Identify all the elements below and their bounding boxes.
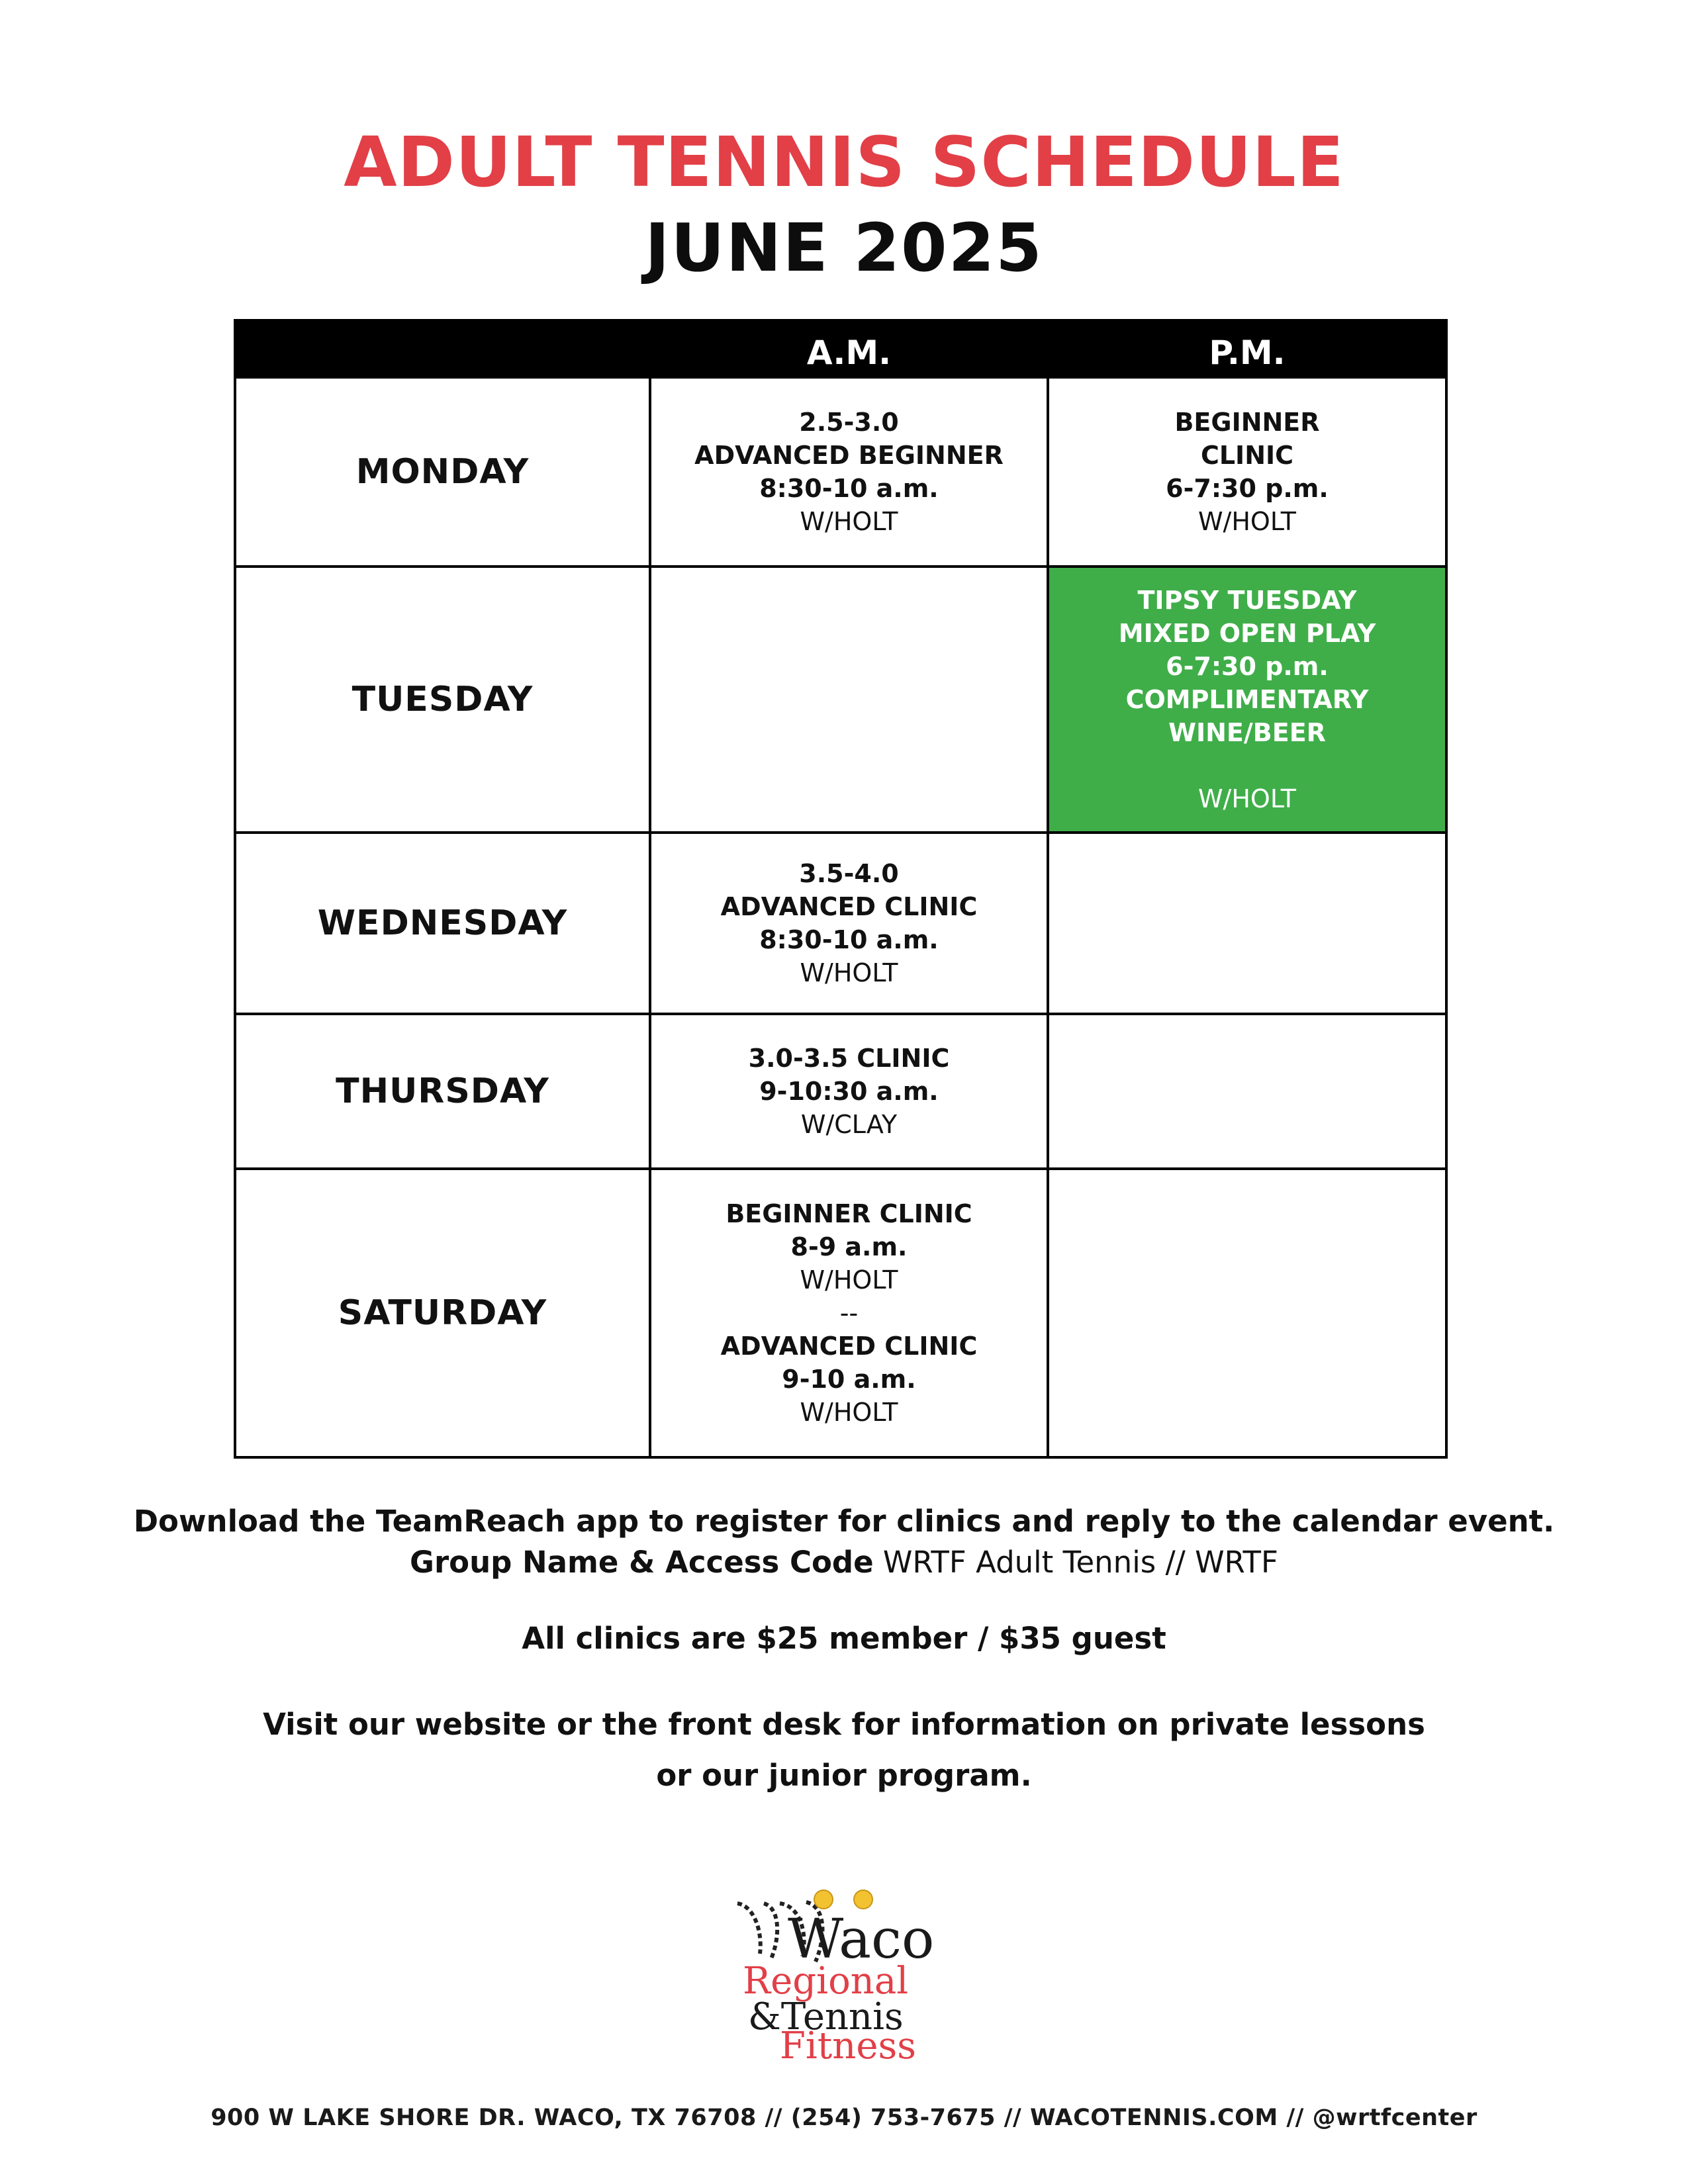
session-time: 8-9 a.m. [790, 1232, 908, 1261]
session-line: CLINIC [1200, 441, 1294, 470]
session-cell-monday-pm [1048, 377, 1446, 567]
session-cell-saturday-am [650, 1169, 1048, 1457]
column-header-pm: P.M. [1048, 320, 1446, 377]
session-instructor: W/HOLT [800, 507, 898, 536]
group-access-line [0, 1542, 1688, 1583]
session-cell-wednesday-pm-empty [1048, 833, 1446, 1014]
day-cell-saturday: SATURDAY [235, 1169, 650, 1457]
session-instructor: W/CLAY [800, 1110, 898, 1139]
session-line: BEGINNER [1174, 408, 1320, 437]
page-title: ADULT TENNIS SCHEDULE [344, 122, 1344, 203]
day-cell-monday: MONDAY [235, 377, 650, 567]
logo-word-waco: Waco [788, 1908, 935, 1971]
racquet-string-icon [737, 1903, 761, 1954]
tennis-ball-icon [814, 1890, 833, 1909]
session-line: MIXED OPEN PLAY [1118, 619, 1376, 648]
session-instructor: W/HOLT [800, 958, 898, 987]
club-logo [728, 1880, 966, 2065]
column-header-am: A.M. [650, 320, 1048, 377]
session-instructor: W/HOLT [800, 1398, 898, 1427]
column-header-day [235, 320, 650, 377]
group-access-value: WRTF Adult Tennis // WRTF [873, 1545, 1278, 1580]
session-instructor: W/HOLT [1197, 784, 1296, 813]
session-cell-tuesday-pm [1048, 567, 1446, 833]
visit-note-line-2: or our junior program. [656, 1758, 1032, 1793]
logo-word-tennis: &Tennis [748, 1995, 904, 2038]
session-line: WINE/BEER [1168, 718, 1326, 747]
session-instructor: W/HOLT [800, 1265, 898, 1295]
registration-instructions: Download the TeamReach app to register for clinics and reply to the calendar event. [133, 1504, 1555, 1539]
session-cell-wednesday-am [650, 833, 1048, 1014]
session-separator: -- [839, 1298, 859, 1328]
logo-word-fitness: Fitness [780, 2025, 916, 2065]
session-time: 6-7:30 p.m. [1166, 652, 1329, 681]
session-line: ADVANCED CLINIC [720, 1332, 978, 1361]
session-time: 8:30-10 a.m. [759, 925, 939, 954]
schedule-table [234, 319, 1448, 1459]
footer-contact: 900 W LAKE SHORE DR. WACO, TX 76708 // (254) 753-7675 // WACOTENNIS.COM // @wrtfcenter [211, 2105, 1477, 2131]
session-line: 3.5-4.0 [799, 859, 899, 888]
group-access-label: Group Name & Access Code [410, 1545, 874, 1580]
page-subtitle: JUNE 2025 [645, 209, 1043, 287]
table-row-saturday [235, 1169, 1446, 1457]
table-row-tuesday [235, 567, 1446, 833]
session-time: 8:30-10 a.m. [759, 474, 939, 503]
tennis-ball-icon [854, 1890, 872, 1909]
session-line: 3.0-3.5 CLINIC [748, 1044, 950, 1073]
session-line: BEGINNER CLINIC [726, 1199, 972, 1228]
session-line: ADVANCED CLINIC [720, 892, 978, 921]
session-line: COMPLIMENTARY [1125, 685, 1369, 714]
session-cell-tuesday-am-empty [650, 567, 1048, 833]
visit-note-line-1: Visit our website or the front desk for information on private lessons [263, 1707, 1425, 1742]
day-cell-wednesday: WEDNESDAY [235, 833, 650, 1014]
pricing-note: All clinics are $25 member / $35 guest [522, 1621, 1166, 1656]
day-cell-thursday: THURSDAY [235, 1014, 650, 1169]
logo-word-regional: Regional [743, 1960, 909, 2003]
table-header-row [235, 320, 1446, 377]
session-line: ADVANCED BEGINNER [694, 441, 1004, 470]
session-line: 2.5-3.0 [799, 408, 899, 437]
session-line: TIPSY TUESDAY [1137, 586, 1357, 615]
session-cell-thursday-pm-empty [1048, 1014, 1446, 1169]
table-row-monday [235, 377, 1446, 567]
session-cell-saturday-pm-empty [1048, 1169, 1446, 1457]
session-cell-thursday-am [650, 1014, 1048, 1169]
table-row-wednesday [235, 833, 1446, 1014]
session-time: 9-10 a.m. [782, 1365, 916, 1394]
day-cell-tuesday: TUESDAY [235, 567, 650, 833]
session-instructor: W/HOLT [1197, 507, 1296, 536]
session-time: 6-7:30 p.m. [1166, 474, 1329, 503]
session-time: 9-10:30 a.m. [759, 1077, 939, 1106]
session-cell-monday-am [650, 377, 1048, 567]
table-row-thursday [235, 1014, 1446, 1169]
racquet-string-icon [764, 1903, 777, 1960]
